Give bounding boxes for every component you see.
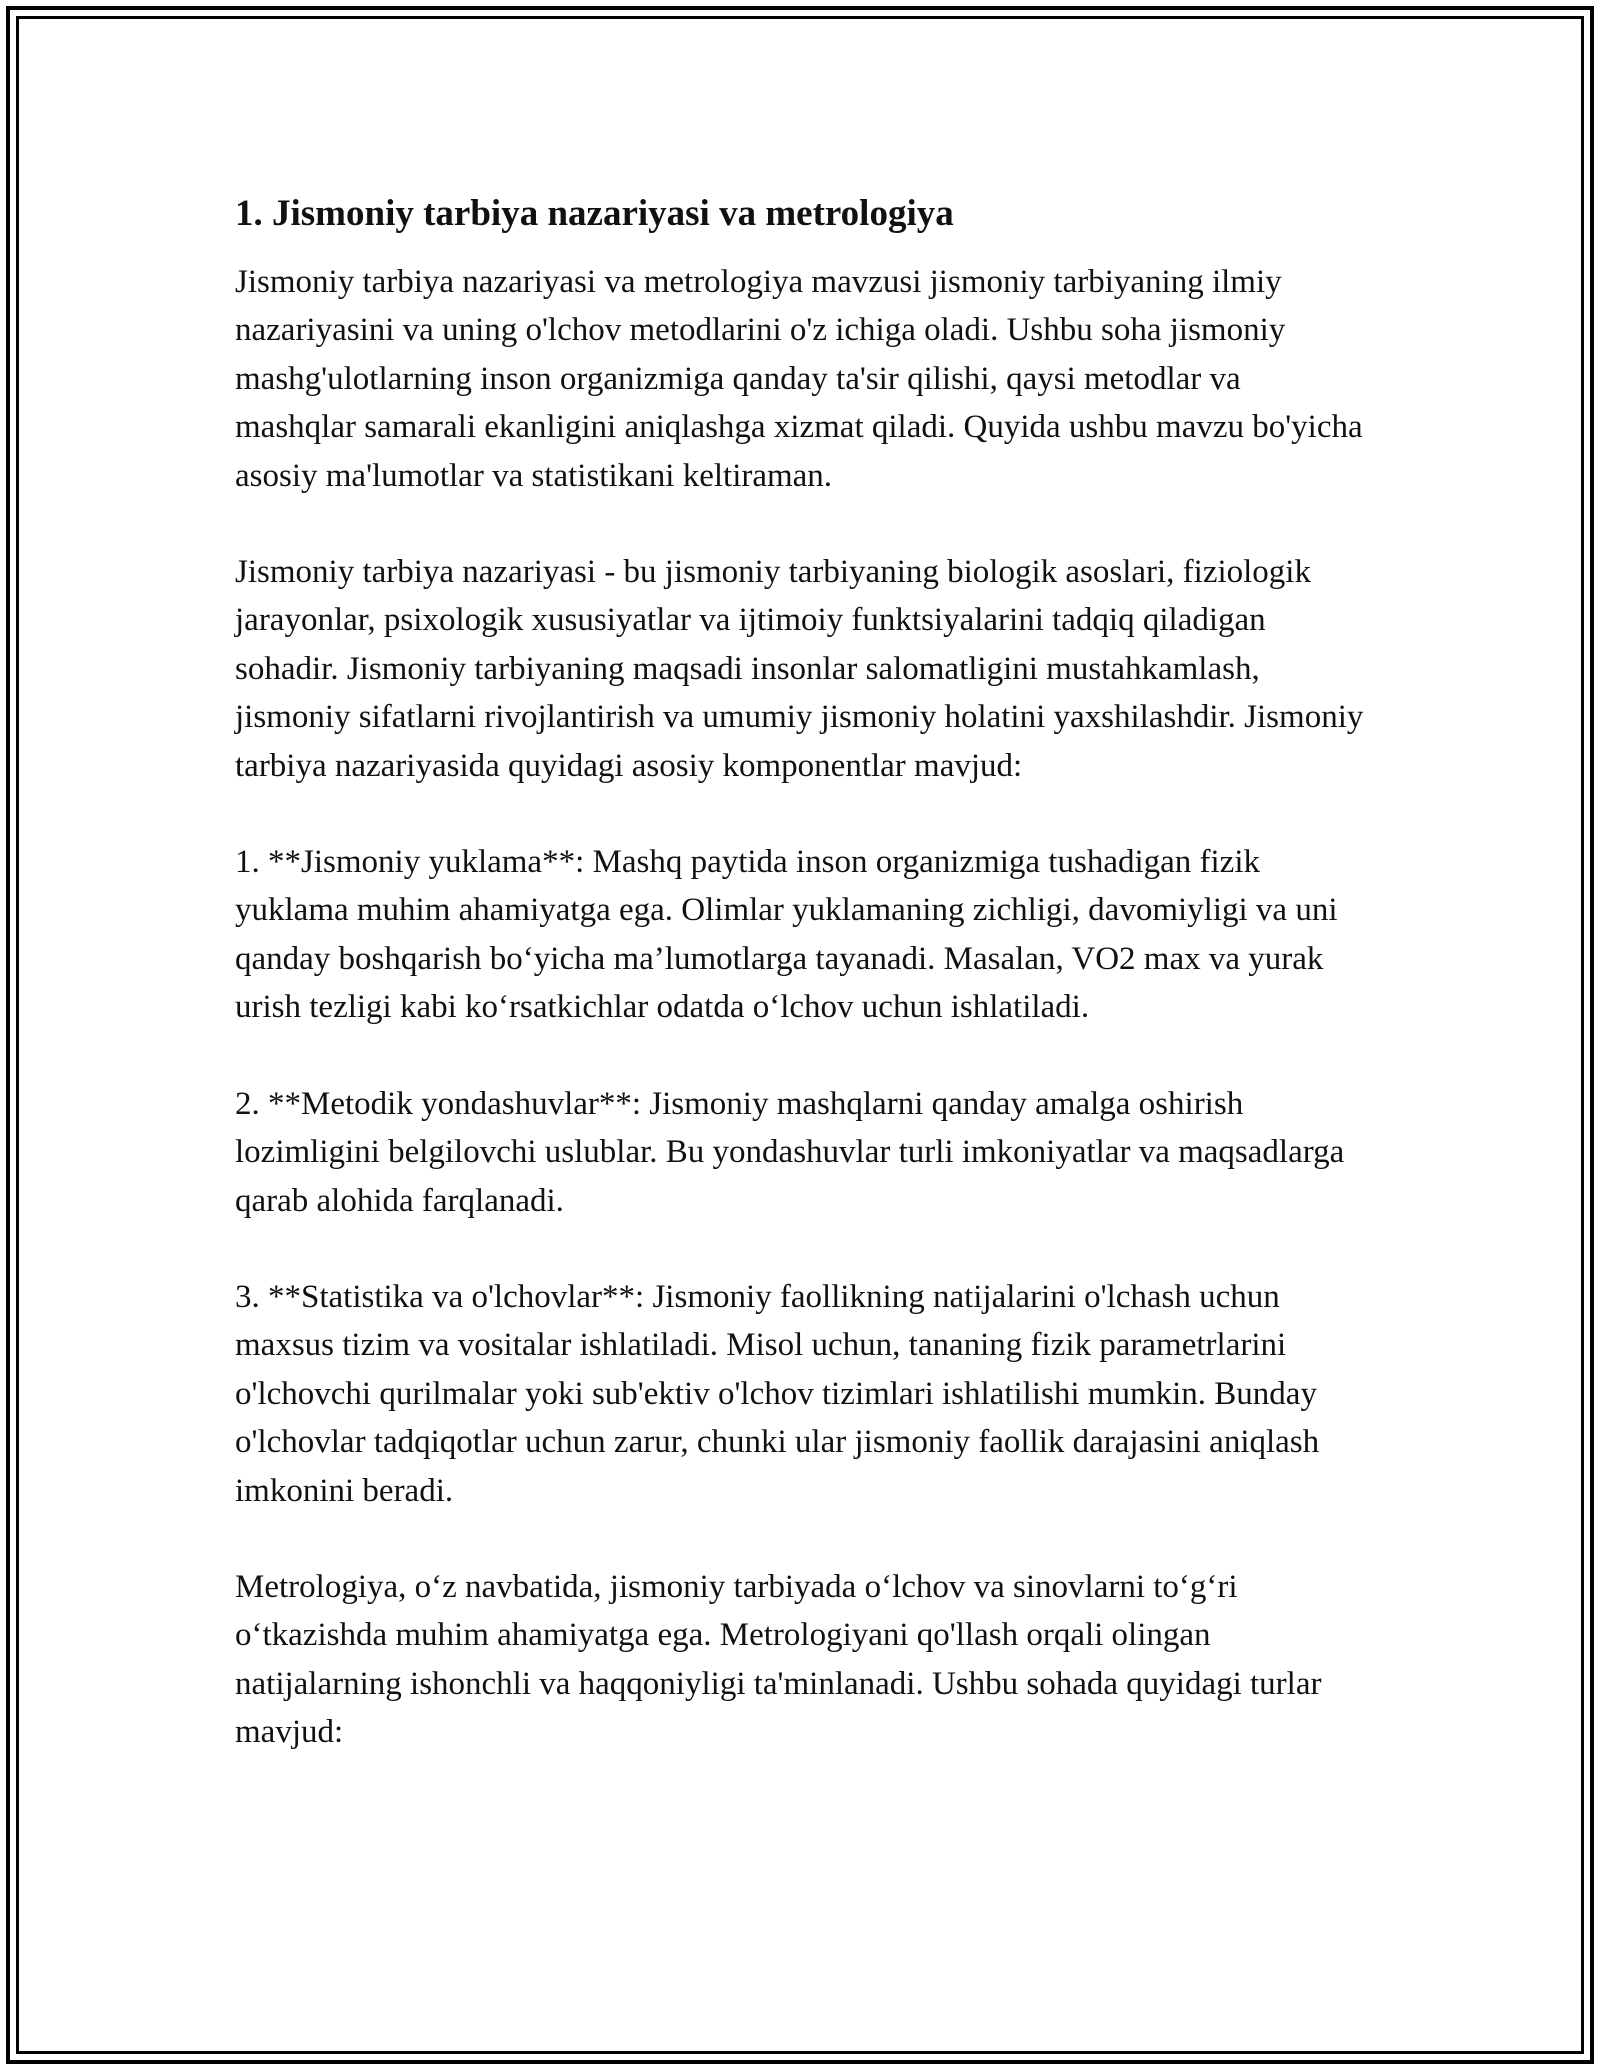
paragraph-metrology: Metrologiya, o‘z navbatida, jismoniy tarbiyada o‘lchov va sinovlarni to‘g‘ri o‘tkazishda muhim ahamiyatga ega. Metrologiyani qo'llash orqali olingan natijalarning ishonchli va haqqoniyligi ta'minlanadi. Ushbu sohada quyidagi turlar mavjud: — [235, 1568, 1322, 1751]
list-item-physical-load: 1. **Jismoniy yuklama**: Mashq paytida inson organizmiga tushadigan fizik yuklama muhim ahamiyatga ega. Olimlar yuklamaning zichligi, davomiyligi va uni qanday boshqarish bo‘yicha ma’lumotlarga tayanadi. Masalan, VO2 max va yurak urish tezligi kabi ko‘rsatkichlar odatda o‘lchov uchun ishlatiladi. — [235, 844, 1338, 1026]
list-item-methodical-approaches: 2. **Metodik yondashuvlar**: Jismoniy mashqlarni qanday amalga oshirish lozimligini belgilovchi uslublar. Bu yondashuvlar turli imkoniyatlar va maqsadlarga qarab alohida farqlanadi. — [235, 1085, 1345, 1219]
paragraph-theory-definition: Jismoniy tarbiya nazariyasi - bu jismoniy tarbiyaning biologik asoslari, fiziologik jarayonlar, psixologik xususiyatlar va ijtimoiy funktsiyalarini tadqiq qiladigan sohadir. Jismoniy tarbiyaning maqsadi insonlar salomatligini mustahkamlash, jismoniy sifatlarni rivojlantirish va umumiy jismoniy holatini yaxshilashdir. Jismoniy tarbiya nazariyasida quyidagi asosiy komponentlar mavjud: — [235, 554, 1364, 784]
list-item-statistics-measurements: 3. **Statistika va o'lchovlar**: Jismoniy faollikning natijalarini o'lchash uchun maxsus tizim va vositalar ishlatiladi. Misol uchun, tananing fizik parametrlarini o'lchovchi qurilmalar yoki sub'ektiv o'lchov tizimlari ishlatilishi mumkin. Bunday o'lchovlar tadqiqotlar uchun zarur, chunki ular jismoniy faollik darajasini aniqlash imkonini beradi. — [235, 1278, 1320, 1509]
document-body — [235, 188, 1365, 1757]
paragraph-intro: Jismoniy tarbiya nazariyasi va metrologiya mavzusi jismoniy tarbiyaning ilmiy nazariyasini va uning o'lchov metodlarini o'z ichiga oladi. Ushbu soha jismoniy mashg'ulotlarning inson organizmiga qanday ta'sir qilishi, qaysi metodlar va mashqlar samarali ekanligini aniqlashga xizmat qiladi. Quyida ushbu mavzu bo'yicha asosiy ma'lumotlar va statistikani keltiraman. — [235, 264, 1363, 494]
document-title: 1. Jismoniy tarbiya nazariyasi va metrologiya — [235, 193, 954, 234]
